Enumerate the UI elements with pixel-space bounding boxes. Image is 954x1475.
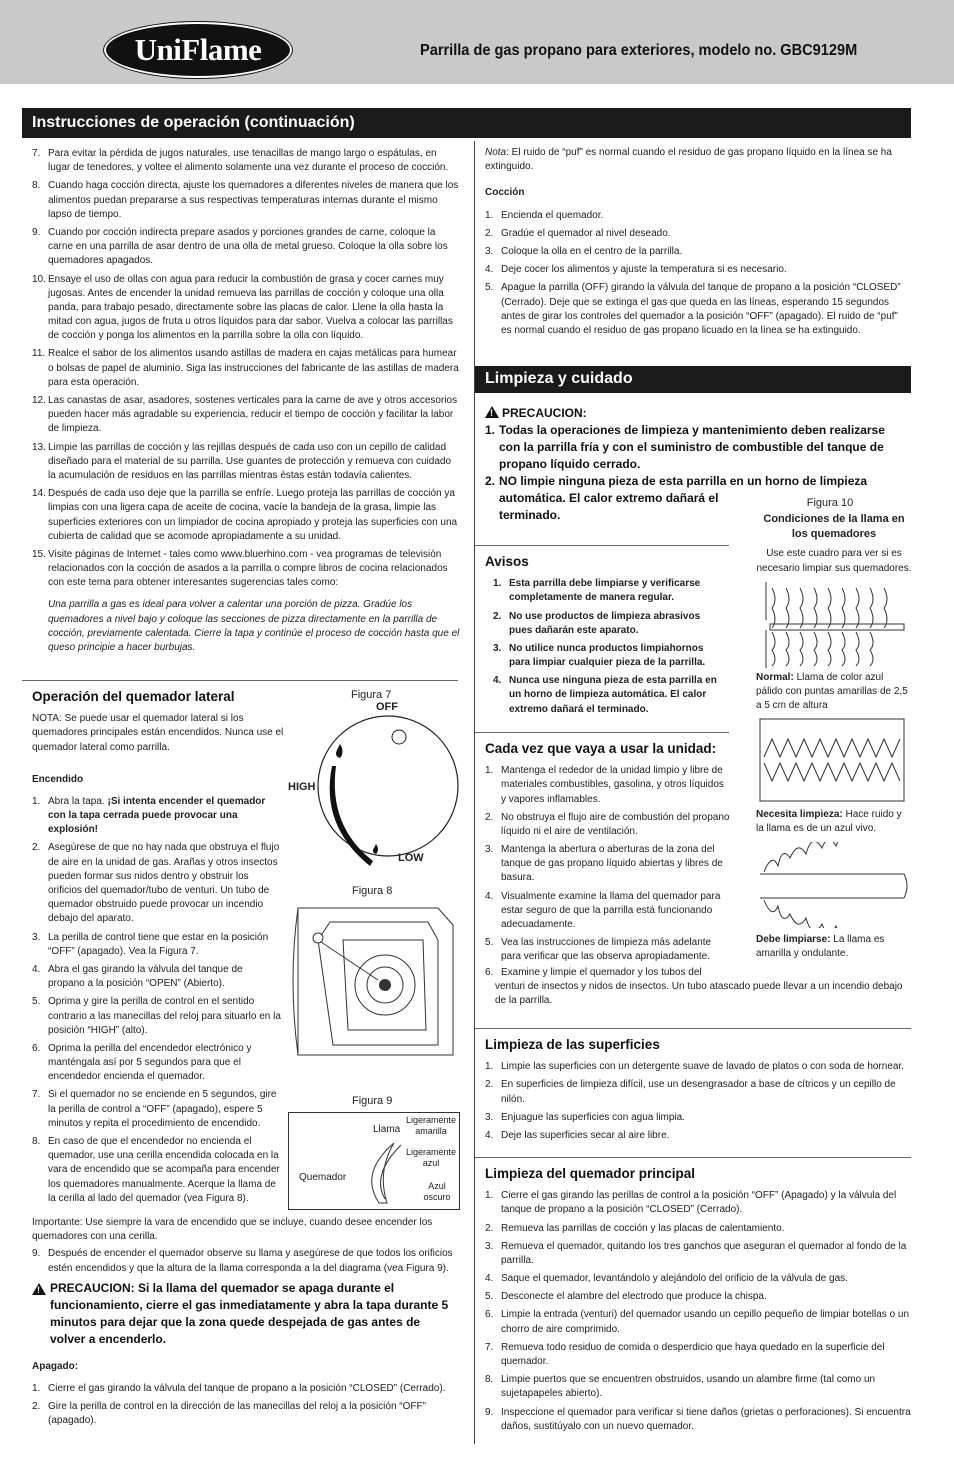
blue-flame-label: Ligeramente azul xyxy=(405,1147,457,1168)
quemador-label: Quemador xyxy=(299,1172,347,1183)
warning-icon xyxy=(32,1283,46,1295)
superficies-list xyxy=(485,1060,911,1143)
figure-8-caption: Figura 8 xyxy=(352,885,393,897)
list-item: 1. Esta parrilla debe limpiarse y verificarse completamente de manera regular. xyxy=(493,578,701,604)
side-burner-drawing xyxy=(288,900,462,1060)
list-item: 10. Ensaye el uso de ollas con agua para reducir la combustión de grasa y cocer carnes muy jugosas. Antes de encender la unidad remueva las parrillas de cocción y coloque una olla panda, para trabajo pesado, directamente sobre las placas de calor. Llene la olla hasta la mitad con agua, jugos de fruta u otros líquidos para dar sabor. Vuelva a colocar las parrillas de cocción y ponga los alimentos en la parrilla sobre la olla con líquido. xyxy=(32,273,453,342)
list-item: 2. Gradúe el quemador al nivel deseado. xyxy=(485,227,671,239)
avisos-section xyxy=(475,545,729,721)
dark-blue-label: Azul oscuro xyxy=(423,1181,451,1202)
list-item: 1. Cierre el gas girando las perillas de control a la posición “OFF” (Apagado) y la válvula del tanque de propano a la posición “CLOSED” (Cerrado). xyxy=(485,1190,897,1216)
header-title: Parrilla de gas propano para exteriores, modelo no. GBC9129M xyxy=(420,42,858,59)
list-item: 5. Vea las instrucciones de limpieza más adelante para verificar que las observa apropiadamente. xyxy=(485,937,712,963)
normal-caption: Normal: Llama de color azul pálido con puntas amarillas de 2,5 a 5 cm de altura xyxy=(756,671,908,711)
list-item: 2. Remueva las parrillas de cocción y las placas de calentamiento. xyxy=(485,1222,785,1234)
list-item: 1. Cierre el gas girando la válvula del tanque de propano a la posición “CLOSED” (Cerrado). xyxy=(32,1383,446,1395)
coccion-steps-list xyxy=(485,209,909,339)
list-item: 7. Para evitar la pérdida de jugos naturales, use tenacillas de mango largo o espátulas, en lugar de tenedores, y voltee el alimento solamente una vez durante el proceso de cocción. xyxy=(32,148,449,174)
operation-tips-list xyxy=(32,147,460,590)
superficies-title: Limpieza de las superficies xyxy=(485,1037,660,1052)
flame-needs-cleaning-drawing xyxy=(756,717,912,803)
figure-7 xyxy=(288,686,464,868)
list-item: 3. Coloque la olla en el centro de la parrilla. xyxy=(485,245,683,257)
flame-diagram-box xyxy=(288,1112,460,1210)
list-item: 8. Limpie puertos que se encuentren obstruidos, usando un alambre firme (tal como un sujetapapeles abierto). xyxy=(485,1374,876,1400)
list-item: 14. Después de cada uso deje que la parrilla se enfríe. Luego proteja las parrillas de cocción ya limpias con una ligera capa de aceite de cocina, vacíe la bandeja de la grasa, limpie las superficies exteriores con un limpiador de cocina apropiado y proteja las superficies con una cubierta de calidad que se acomode apropiadamente a su unidad. xyxy=(32,488,458,542)
list-item: 4. Deje cocer los alimentos y ajuste la temperatura si es necesario. xyxy=(485,264,787,276)
figure-8 xyxy=(288,884,462,1060)
cada-vez-item-6: 6. Examine y limpie el quemador y los tubos del venturi de insectos y nidos de insectos. Un tubo atascado puede llevar a un incendio debajo de la parrilla. xyxy=(485,967,903,1007)
list-item: 1. Encienda el quemador. xyxy=(485,209,604,221)
list-item: 4. Visualmente examine la llama del quemador para estar seguro de que la parrilla está funcionando adecuadamente. xyxy=(485,890,721,931)
list-item: 3. Mantenga la abertura o aberturas de la zona del tanque de gas propano líquido abiertas y libres de basura. xyxy=(485,844,723,884)
figure-10-subtitle: Use este cuadro para ver si es necesario limpiar sus quemadores. xyxy=(756,548,912,574)
list-item: 5. Oprima y gire la perilla de control en el sentido contrario a las manecillas del reloj para situarlo en la posición “HIGH” (alto). xyxy=(32,996,281,1036)
needs-cleaning-caption: Necesita limpieza: Hace ruido y la llama es de un azul vivo. xyxy=(756,809,902,835)
list-item: 1. Mantenga el rededor de la unidad limpio y libre de materiales combustibles, gasolina, y otros líquidos y vapores inflamables. xyxy=(485,765,724,805)
section-title-limpieza: Limpieza y cuidado xyxy=(475,366,911,393)
list-item: 7. Remueva todo residuo de comida o desperdicio que haya quedado en la superficie del quemador. xyxy=(485,1341,885,1368)
low-label: LOW xyxy=(398,852,424,864)
apagado-label: Apagado: xyxy=(32,1360,79,1372)
list-item: 3. No utilice nunca productos limpiahornos para limpiar cualquier pieza de la parrilla. xyxy=(493,642,706,669)
high-label: HIGH xyxy=(288,781,316,793)
off-label: OFF xyxy=(376,701,398,713)
nota-text: Nota: El ruido de “puf” es normal cuando el residuo de gas propano líquido en la línea se ha extinguido. xyxy=(485,147,892,173)
cada-vez-title: Cada vez que vaya a usar la unidad: xyxy=(485,741,717,756)
control-knob-diagram xyxy=(288,686,464,868)
yellow-flame-label: Ligeramente amarilla xyxy=(405,1115,457,1136)
list-item: 2. NO limpie ninguna pieza de esta parrilla en un horno de limpieza automática. El calor extremo dañará el terminado. xyxy=(485,474,868,523)
list-item: 5. Apague la parrilla (OFF) girando la válvula del tanque de propano a la posición “CLOSED” (Cerrado). Deje que se extinga el gas que queda en las líneas, esperando 15 segundos antes de girar los controles del quemador a la posición “OFF” (apagado). El ruido de “puf” es normal cuando el residuo de gas propano licuado en la línea se ha extinguido. xyxy=(485,282,901,336)
list-item: 4. Saque el quemador, levantándolo y alejándolo del orificio de la válvula de gas. xyxy=(485,1273,848,1285)
uniflame-logo: UniFlame xyxy=(104,22,292,78)
list-item: 6. Oprima la perilla del encendedor electrónico y manténgala así por 5 segundos para que el encendedor encienda el quemador. xyxy=(32,1042,252,1083)
list-item: 8. En caso de que el encendedor no encienda el quemador, use una cerilla encendida colocada en la vara de encendido que se acompaña para encender los quemadores manualmente. Acerque la llama de la cerilla al lado del quemador (vea Figura 8). xyxy=(32,1136,280,1204)
llama-label: Llama xyxy=(373,1124,401,1135)
list-item: 4. Nunca use ninguna pieza de esta parrilla en un horno de limpieza automática. El calor extremo dañará el terminado. xyxy=(493,675,717,715)
quemador-section xyxy=(475,1157,911,1438)
flame-must-clean-drawing xyxy=(756,842,912,928)
list-item: 1. Todas la operaciones de limpieza y mantenimiento deben realizarse con la parrilla fría y con el suministro de combustible del tanque de propano líquido cerrado. xyxy=(485,423,885,472)
figure-10 xyxy=(756,496,912,960)
figure-7-caption: Figura 7 xyxy=(351,689,392,701)
section-title-operacion: Instrucciones de operación (continuación) xyxy=(22,108,911,138)
list-item: 9. Inspeccione el quemador para verificar si tiene daños (grietas o perforaciones). Si encuentra daños, sustitúyalo con un nuevo quemador. xyxy=(485,1406,911,1432)
list-item: 1. Abra la tapa. ¡Si intenta encender el quemador con la tapa cerrada puede provocar una explosión! xyxy=(32,795,266,836)
list-item: 2. En superficies de limpieza difícil, use un desengrasador a base de cítricos y un cepillo de nilón. xyxy=(485,1079,896,1105)
must-clean-caption: Debe limpiarse: La llama es amarilla y ondulante. xyxy=(756,934,885,960)
list-item: 11. Realce el sabor de los alimentos usando astillas de madera en cajas metálicas para humear o bolsas de papel de aluminio. Siga las instrucciones del fabricante de las astillas de madera para esta operación. xyxy=(32,348,459,388)
off-steps-list xyxy=(32,1382,456,1429)
list-item: 3. Enjuague las superficies con agua limpia. xyxy=(485,1111,685,1123)
figure-9 xyxy=(288,1094,460,1214)
side-note: NOTA: Se puede usar el quemador lateral si los quemadores principales están encendidos. Nunca use el quemador lateral como parrilla. xyxy=(32,713,284,753)
list-item: 4. Abra el gas girando la válvula del tanque de propano a la posición “OPEN” (Abierto). xyxy=(32,963,243,990)
side-continuation xyxy=(32,1216,456,1433)
quemador-list xyxy=(485,1189,911,1434)
list-item: 1. Limpie las superficies con un detergente suave de lavado de platos o con soda de hornear. xyxy=(485,1061,905,1073)
side-warning: ! PRECAUCION: Si la llama del quemador se apaga durante el funcionamiento, cierre el gas inmediatamente y abra la tapa durante 5 minutos para dejar que la zona quede despejada de gas antes de volver a encenderlo. xyxy=(32,1280,456,1348)
list-item: 13. Limpie las parrillas de cocción y las rejillas después de cada uso con un cepillo de calidad diseñado para el material de su parrilla. Use guantes de protección y remueva con cuidado la acumulación de residuos en las parrillas mientras éstas están todavía calientes. xyxy=(32,441,452,481)
encendido-label: Encendido xyxy=(32,773,84,785)
figure-10-title: Condiciones de la llama en los quemadores xyxy=(763,512,905,540)
list-item: 2. Gire la perilla de control en la dirección de las manecillas del reloj a la posición “OFF” (apagado). xyxy=(32,1401,426,1427)
coccion-label: Cocción xyxy=(485,187,525,199)
list-item: 3. La perilla de control tiene que estar en la posición “OFF” (apagado). Vea la Figura 7. xyxy=(32,931,269,957)
precaucion-title: PRECAUCION: xyxy=(502,406,587,420)
pizza-note: Una parrilla a gas es ideal para volver a calentar una porción de pizza. Gradúe los quemadores a nivel bajo y coloque las secciones de pizza directamente en la parrilla de cocción, previamente calentada. Cierre la tapa y continúe el proceso de cocción hasta que el queso principie a hacer burbujas. xyxy=(48,599,460,653)
warning-icon xyxy=(485,406,499,418)
figure-10-caption: Figura 10 xyxy=(806,497,854,509)
right-column-top xyxy=(485,146,909,342)
list-item: 4. Deje las superficies secar al aire libre. xyxy=(485,1129,670,1141)
avisos-title: Avisos xyxy=(485,554,529,569)
list-item: 3. Remueva el quemador, quitando los tres ganchos que aseguran el quemador al fondo de la parrilla. xyxy=(485,1240,907,1266)
list-item: 12. Las canastas de asar, asadores, sostenes verticales para la carne de ave y otros accesorios pueden hacer más agradable su experiencia, reducir el tiempo de cocción y facilitar la labor de limpieza. xyxy=(32,395,458,435)
list-item: 8. Cuando haga cocción directa, ajuste los quemadores a diferentes niveles de manera que los alimentos puedan prepararse a sus respectivas temperaturas internas durante el mismo lapso de tiempo. xyxy=(32,180,459,220)
page-header xyxy=(0,0,954,84)
avisos-list xyxy=(485,577,725,717)
list-item: 2. Asegúrese de que no hay nada que obstruya el flujo de aire en la unidad de gas. Arañas y otros insectos pueden formar sus nidos dentro y obstruir los orificios del quemador/tubo de venturi. Un tubo de quemador obstruido puede provocar un incendio debajo del aparato. xyxy=(32,842,280,925)
flame-normal-drawing xyxy=(756,580,912,670)
list-item: 15. Visite páginas de Internet - tales como www.bluerhino.com - vea programas de televisión relacionados con la cocción de asados a la parrilla o compre libros de cocina relacionados con este tema para obtener interesantes sugerencias tales como: xyxy=(32,548,448,589)
important-note: Importante: Use siempre la vara de encendido que se incluye, cuando desee encender los quemadores con una cerilla. xyxy=(32,1217,433,1243)
list-item: 9. Después de encender el quemador observe su llama y asegúrese de que todos los orificios estén encendidos y que la altura de la llama corresponda a la del diagrama (vea Figura 9). xyxy=(32,1248,453,1274)
cada-vez-section xyxy=(475,732,729,969)
list-item: 7. Si el quemador no se enciende en 5 segundos, gire la perilla de control a “OFF” (apagado), espere 5 minutos y repita el procedimiento de encendido. xyxy=(32,1089,277,1129)
cada-vez-list xyxy=(485,764,730,964)
quemador-title: Limpieza del quemador principal xyxy=(485,1166,696,1181)
side-steps-list xyxy=(32,841,282,1206)
list-item: 9. Cuando por cocción indirecta prepare asados y porciones grandes de carne, coloque la carne en una parrilla de asar dentro de una olla de metal grueso. Coloque la olla sobre los quemadores apagados. xyxy=(32,226,448,267)
figure-9-caption: Figura 9 xyxy=(352,1095,393,1107)
superficies-section xyxy=(475,1028,911,1147)
list-item: 6. Limpie la entrada (venturi) del quemador usando un cepillo pequeño de limpiar botellas o un chorro de aire comprimido. xyxy=(485,1309,910,1335)
list-item: 5. Desconecte el alambre del electrodo que produce la chispa. xyxy=(485,1291,767,1303)
list-item: 2. No obstruya el flujo aire de combustión del propano líquido ni el aire de ventilación. xyxy=(485,811,730,837)
side-burner-title: Operación del quemador lateral xyxy=(32,689,235,704)
left-column-top xyxy=(32,147,460,655)
list-item: 2. No use productos de limpieza abrasivos pues dañarán este aparato. xyxy=(493,610,701,636)
